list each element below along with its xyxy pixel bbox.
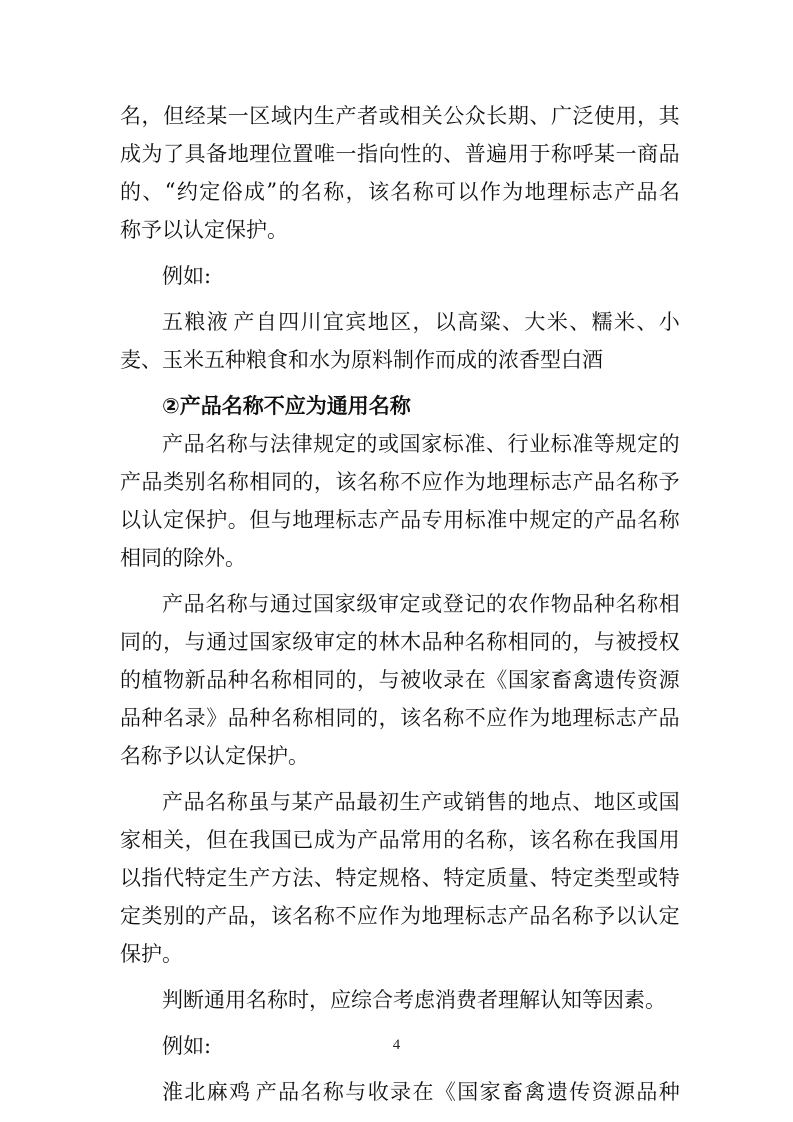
text-line: 产 品 名 称 与 通 过 国 家 级 审 定 或 登 记 的 农 作 物 品 种 名 称 相 <box>162 592 680 616</box>
text-line: 判断通用名称时，应综合考虑消费者理解认知等因素。 <box>162 988 666 1012</box>
text-line: 五 粮 液 产 自 四 川 宜 宾 地 区 ， 以 高 粱 、 大 米 、 糯 米 、 小 <box>162 310 680 334</box>
text-line: 以 指 代 特 定 生 产 方 法 、 特 定 规 格 、 特 定 质 量 、 特 定 类 型 或 特 <box>120 866 680 890</box>
text-line: 产 品 名 称 虽 与 某 产 品 最 初 生 产 或 销 售 的 地 点 、 地 区 或 国 <box>162 790 680 814</box>
text-line: 麦、玉米五种粮食和水为原料制作而成的浓香型白酒 <box>120 348 603 372</box>
text-line: 称予以认定保护。 <box>120 218 288 242</box>
text-line: 定 类 别 的 产 品 ， 该 名 称 不 应 作 为 地 理 标 志 产 品 名 称 予 以 认 定 <box>120 904 680 928</box>
text-line: 相同的除外。 <box>120 546 246 570</box>
text-line: 淮 北 麻 鸡 产 品 名 称 与 收 录 在 《 国 家 畜 禽 遗 传 资 源 品 种 <box>162 1080 680 1104</box>
text-line: 的 植 物 新 品 种 名 称 相 同 的 ， 与 被 收 录 在 《 国 家 畜 禽 遗 传 资 源 <box>120 668 680 692</box>
text-line: 保护。 <box>120 942 183 966</box>
text-line: 的 、 “ 约 定 俗 成 ” 的 名 称 ， 该 名 称 可 以 作 为 地 理 标 志 产 品 名 <box>120 179 680 204</box>
text-line: 同 的 ， 与 通 过 国 家 级 审 定 的 林 木 品 种 名 称 相 同 的 ， 与 被 授 权 <box>120 630 680 654</box>
page-number: 4 <box>392 1037 401 1053</box>
text-line: 产 品 类 别 名 称 相 同 的 ， 该 名 称 不 应 作 为 地 理 标 志 产 品 名 称 予 <box>120 470 680 494</box>
text-line: 例如: <box>162 264 212 288</box>
text-line: 品 种 名 录 》 品 种 名 称 相 同 的 ， 该 名 称 不 应 作 为 地 理 标 志 产 品 <box>120 706 680 730</box>
text-line: 产 品 名 称 与 法 律 规 定 的 或 国 家 标 准 、 行 业 标 准 等 规 定 的 <box>162 432 680 456</box>
text-line: 名称予以认定保护。 <box>120 744 309 768</box>
document-body <box>120 96 680 1110</box>
text-line: 以 认 定 保 护 。 但 与 地 理 标 志 产 品 专 用 标 准 中 规 定 的 产 品 名 称 <box>120 508 680 532</box>
section-heading: ②产品名称不应为通用名称 <box>162 394 411 418</box>
text-line: 成 为 了 具 备 地 理 位 置 唯 一 指 向 性 的 、 普 遍 用 于 称 呼 某 一 商 品 <box>120 142 680 166</box>
text-line: 例如: <box>162 1034 212 1058</box>
text-line: 名 ， 但 经 某 一 区 域 内 生 产 者 或 相 关 公 众 长 期 、 广 泛 使 用 ， 其 <box>120 104 680 128</box>
text-line: 家 相 关 ， 但 在 我 国 已 成 为 产 品 常 用 的 名 称 ， 该 名 称 在 我 国 用 <box>120 828 680 852</box>
